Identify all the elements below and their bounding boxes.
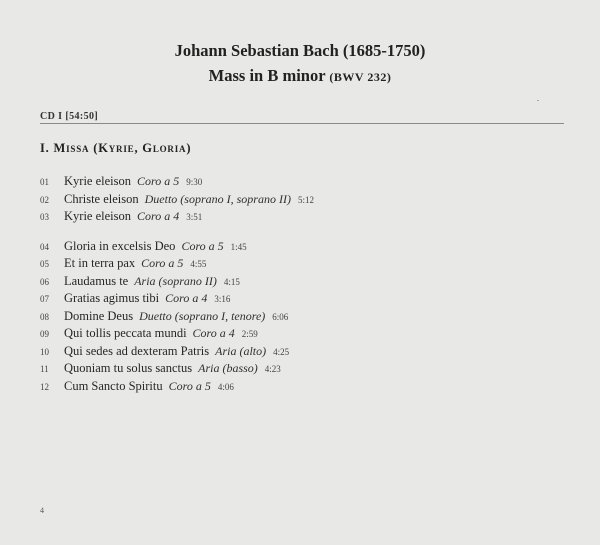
track-group (40, 172, 560, 225)
print-speck (537, 100, 539, 101)
work-line (0, 63, 600, 90)
track-row (40, 254, 560, 272)
track-duration: 4:15 (223, 276, 240, 287)
track-voicing: Duetto (soprano I, tenore) (139, 308, 266, 323)
track-title: Gratias agimus tibi (64, 291, 160, 305)
track-title: Kyrie eleison (64, 174, 131, 188)
track-voicing: Duetto (soprano I, soprano II) (144, 191, 291, 206)
track-number: 12 (40, 381, 49, 392)
catalog-number: (BWV 232) (329, 70, 392, 84)
track-duration: 5:12 (297, 194, 314, 205)
track-duration: 3:16 (214, 294, 231, 304)
track-number: 05 (40, 259, 49, 269)
track-duration: 4:06 (217, 381, 234, 392)
track-duration: 9:30 (186, 177, 203, 187)
track-title: Kyrie eleison (64, 209, 131, 223)
section-heading: I. Missa (Kyrie, Gloria) (40, 141, 192, 155)
track-row (40, 172, 560, 190)
track-row (40, 237, 560, 255)
track-number: 01 (40, 177, 49, 187)
track-title: Domine Deus (64, 308, 134, 323)
track-number: 10 (40, 346, 49, 357)
track-number: 09 (40, 329, 49, 339)
track-duration: 4:25 (273, 346, 290, 357)
track-voicing: Aria (soprano II) (134, 273, 217, 288)
composer-dates: (1685-1750) (342, 41, 426, 60)
track-number: 04 (40, 241, 49, 252)
track-row (40, 272, 560, 290)
track-row (40, 359, 560, 377)
track-voicing: Aria (alto) (215, 343, 267, 358)
track-voicing: Coro a 4 (165, 291, 208, 305)
composer-line (0, 38, 600, 63)
track-number: 07 (40, 294, 49, 304)
track-voicing: Coro a 4 (192, 326, 235, 340)
track-voicing: Coro a 5 (181, 238, 224, 253)
track-title: Qui sedes ad dexteram Patris (64, 343, 210, 358)
track-title: Quoniam tu solus sanctus (64, 361, 193, 375)
track-title: Laudamus te (64, 273, 129, 288)
work-title: Mass in B minor (208, 66, 326, 85)
track-row (40, 324, 560, 342)
header (0, 38, 600, 90)
track-row (40, 289, 560, 307)
cd-label: CD I [54:50] (40, 111, 99, 122)
track-row (40, 190, 560, 208)
composer-name: Johann Sebastian Bach (174, 41, 339, 60)
track-voicing: Aria (basso) (198, 361, 258, 375)
page-number: 4 (40, 506, 44, 515)
track-title: Cum Sancto Spiritu (64, 378, 163, 393)
track-duration: 2:59 (241, 329, 258, 339)
track-number: 08 (40, 311, 49, 322)
track-number: 06 (40, 276, 49, 287)
track-row (40, 207, 560, 225)
track-voicing: Coro a 5 (141, 256, 184, 270)
track-title: Christe eleison (64, 191, 139, 206)
track-row (40, 377, 560, 395)
track-row (40, 307, 560, 325)
track-title: Et in terra pax (64, 256, 136, 270)
track-title: Qui tollis peccata mundi (64, 326, 187, 340)
track-number: 11 (40, 364, 49, 374)
track-duration: 4:55 (190, 259, 207, 269)
track-group (40, 237, 560, 395)
track-voicing: Coro a 4 (137, 209, 180, 223)
track-number: 03 (40, 212, 49, 222)
track-row (40, 342, 560, 360)
track-list (40, 172, 560, 394)
track-duration: 6:06 (272, 311, 289, 322)
track-voicing: Coro a 5 (168, 378, 211, 393)
track-duration: 1:45 (230, 241, 247, 252)
track-duration: 3:51 (186, 212, 203, 222)
track-duration: 4:23 (264, 364, 281, 374)
track-title: Gloria in excelsis Deo (64, 238, 176, 253)
track-number: 02 (40, 194, 49, 205)
cd-divider (40, 123, 564, 124)
track-voicing: Coro a 5 (137, 174, 180, 188)
